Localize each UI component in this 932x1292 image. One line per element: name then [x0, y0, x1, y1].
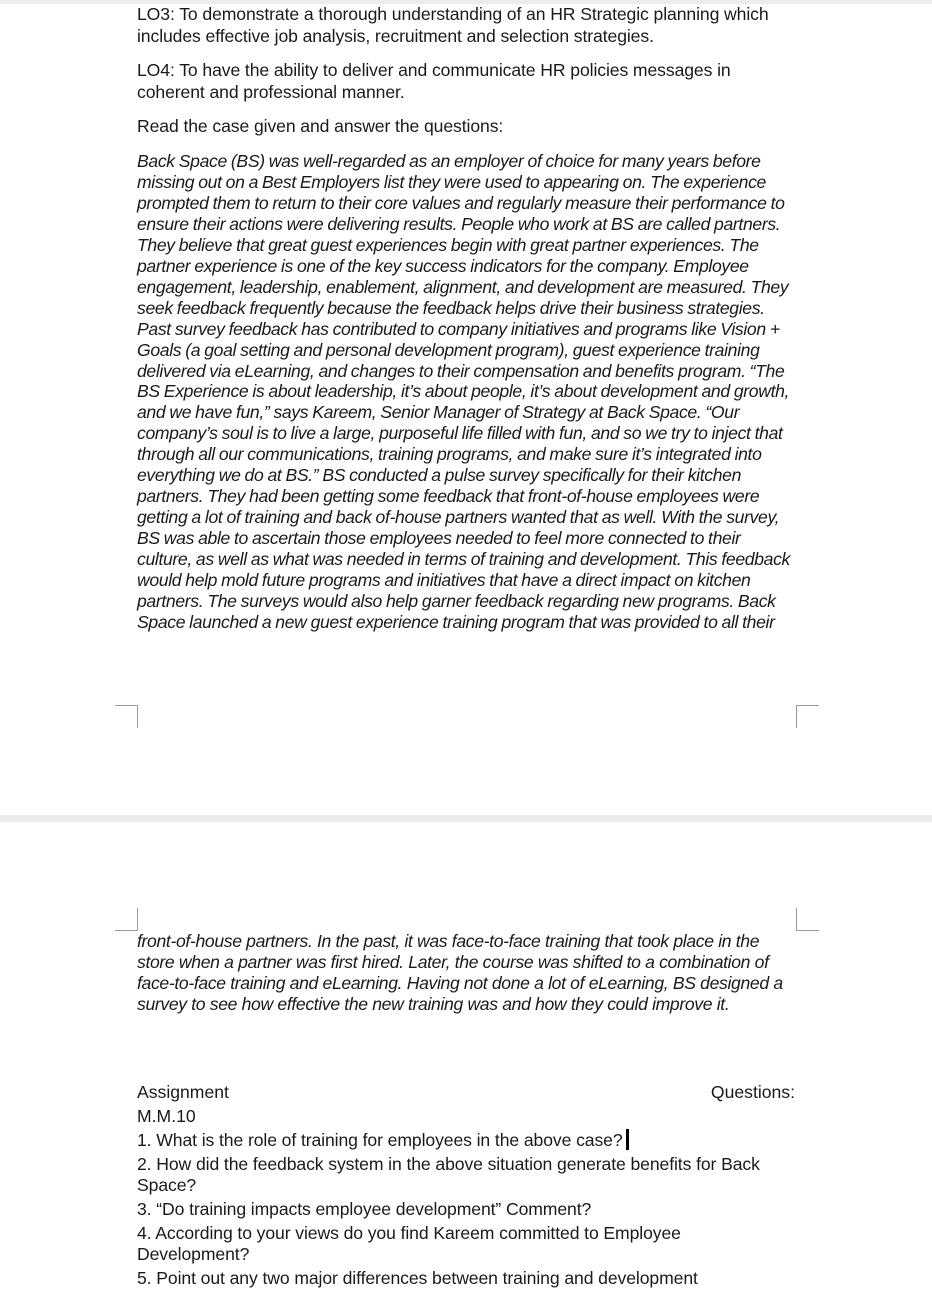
- learning-outcome-lo3: LO3: To demonstrate a thorough understanding of an HR Strategic planning which includes effective job analysis, recruitment and selection strategies.: [137, 4, 769, 46]
- text-cursor: [626, 1129, 629, 1150]
- case-prompt: Read the case given and answer the questions:: [137, 116, 504, 136]
- margin-corner-marker: [796, 705, 819, 728]
- page-1-text: [137, 3, 797, 633]
- case-study-continuation: front-of-house partners. In the past, it was face-to-face training that took place in the store when a partner was first hired. Later, the course was shifted to a combination of face-to-face training and eLearning. Having not done a lot of eLearning, BS designed a survey to see how effective the new training was and how they could improve it.: [137, 931, 783, 1014]
- case-study-company-name: Back Space (BS): [137, 151, 265, 171]
- margin-corner-marker: [796, 908, 819, 931]
- page-separator: [0, 815, 932, 822]
- learning-outcome-lo4: LO4: To have the ability to deliver and communicate HR policies messages in coherent and professional manner.: [137, 60, 731, 102]
- case-study-body: was well-regarded as an employer of choice for many years before missing out on a Best Employers list they were used to appearing on. The experience prompted them to return to their core values and regularly measure their performance to ensure their actions were delivering results. People who work at BS are called partners. They believe that great guest experiences begin with great partner experiences. The partner experience is one of the key success indicators for the company. Employee engagement, leadership, enablement, alignment, and development are measured. They seek feedback frequently because the feedback helps drive their business strategies. Past survey feedback has contributed to company initiatives and programs like Vision + Goals (a goal setting and personal development program), guest experience training delivered via eLearning, and changes to their compensation and benefits program. “The BS Experience is about leadership, it’s about people, it’s about development and growth, and we have fun,” says Kareem, Senior Manager of Strategy at Back Space. “Our company’s soul is to live a large, purposeful life filled with fun, and so we try to inject that through all our communications, training programs, and make sure it’s integrated into everything we do at BS.” BS conducted a pulse survey specifically for their kitchen partners. They had been getting some feedback that front-of-house employees were getting a lot of training and back of-house partners wanted that as well. With the survey, BS was able to ascertain those employees needed to feel more connected to their culture, as well as what was needed in terms of training and development. This feedback would help mold future programs and initiatives that have a direct impact on kitchen partners. The surveys would also help garner feedback regarding new programs. Back Space launched a new guest experience training program that was provided to all their: [137, 151, 790, 632]
- question-item[interactable]: 2. How did the feedback system in the above situation generate benefits for Back Space?: [137, 1154, 760, 1195]
- maximum-marks: M.M.10: [137, 1106, 196, 1126]
- question-item[interactable]: 3. “Do training impacts employee development” Comment?: [137, 1199, 592, 1219]
- margin-corner-marker: [115, 908, 138, 931]
- question-item[interactable]: 1. What is the role of training for employees in the above case?: [137, 1129, 797, 1151]
- assignment-heading-left: Assignment: [137, 1082, 229, 1102]
- margin-corner-marker: [115, 705, 138, 728]
- case-study-paragraph: [137, 151, 797, 633]
- question-list: [137, 1129, 797, 1292]
- assignment-heading-right: Questions:: [710, 1082, 795, 1102]
- question-item[interactable]: 4. According to your views do you find Kareem committed to Employee Development?: [137, 1223, 681, 1264]
- assignment-heading: [137, 1081, 795, 1103]
- question-item[interactable]: 5. Point out any two major differences between training and development: [137, 1268, 698, 1288]
